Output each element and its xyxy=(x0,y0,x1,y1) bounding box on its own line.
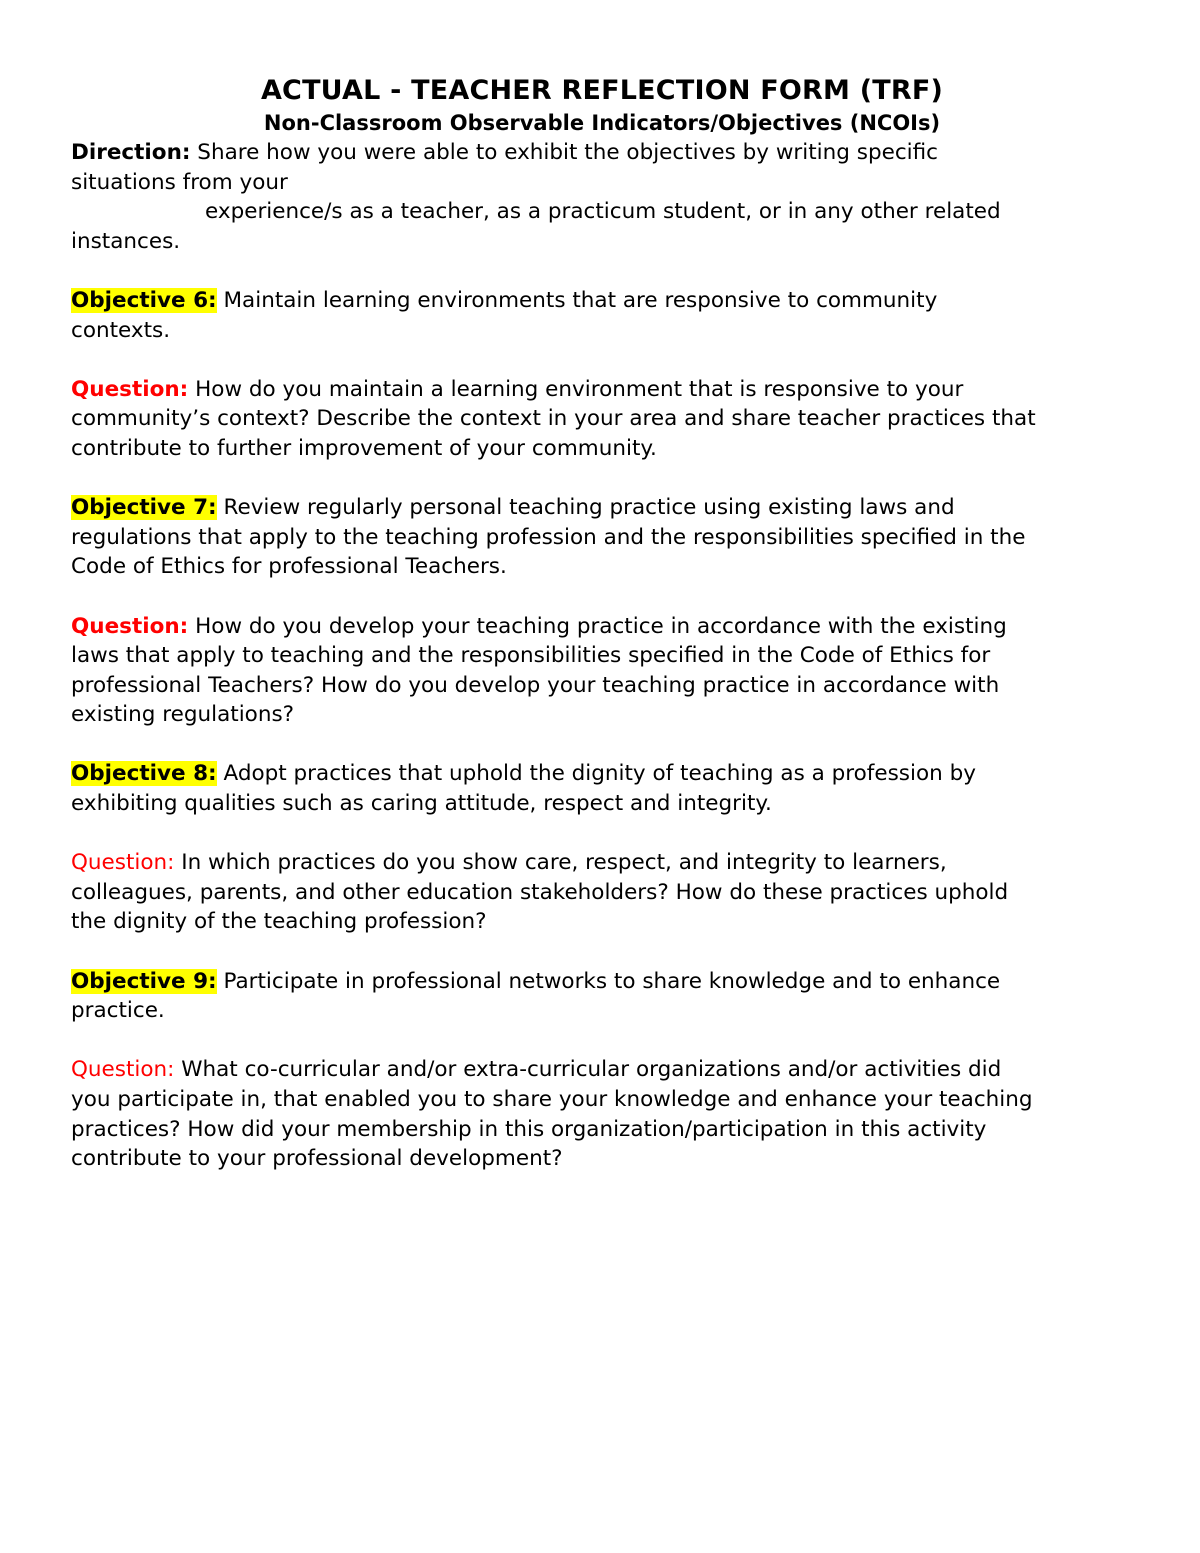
objective-text: Adopt practices that uphold the dignity of teaching as a profession by xyxy=(216,761,976,787)
objective-label: Objective 9: xyxy=(71,968,217,994)
question-text: What co-curricular and/or extra-curricular organizations and/or activities did xyxy=(174,1057,1002,1083)
objective-text: Code of Ethics for professional Teachers. xyxy=(71,554,507,580)
question-block-9 xyxy=(71,1055,1133,1173)
question-text: colleagues, parents, and other education stakeholders? How do these practices uphold xyxy=(71,879,1009,905)
question-text: professional Teachers? How do you develop your teaching practice in accordance with xyxy=(71,672,1000,698)
question-text: How do you maintain a learning environment that is responsive to your xyxy=(188,376,964,402)
form-subtitle: Non-Classroom Observable Indicators/Objectives (NCOIs) xyxy=(263,111,941,135)
objective-text: Participate in professional networks to share knowledge and to enhance xyxy=(216,968,1001,994)
objective-block-8 xyxy=(71,759,1133,818)
question-text: contribute to your professional development? xyxy=(71,1146,563,1172)
question-block-6 xyxy=(71,375,1133,464)
question-label: Question: xyxy=(71,376,189,402)
objective-block-7 xyxy=(71,493,1133,582)
question-block-7 xyxy=(71,612,1133,730)
question-text: contribute to further improvement of your community. xyxy=(71,435,657,461)
objective-block-6 xyxy=(71,286,1133,345)
question-label: Question: xyxy=(71,613,189,639)
question-text: community’s context? Describe the context in your area and share teacher practices that xyxy=(71,406,1036,432)
objective-label: Objective 7: xyxy=(71,495,217,521)
direction-text: experience/s as a teacher, as a practicum student, or in any other related xyxy=(205,199,1001,225)
question-text: practices? How did your membership in this organization/participation in this activity xyxy=(71,1116,987,1142)
objective-text: regulations that apply to the teaching profession and the responsibilities specified in the xyxy=(71,524,1026,550)
objective-text: Review regularly personal teaching practice using existing laws and xyxy=(216,495,955,521)
question-label: Question: xyxy=(71,1057,175,1083)
objective-text: contexts. xyxy=(71,317,171,343)
question-text: laws that apply to teaching and the responsibilities specified in the Code of Ethics for xyxy=(71,643,991,669)
question-text: the dignity of the teaching profession? xyxy=(71,909,487,935)
objective-text: exhibiting qualities such as caring attitude, respect and integrity. xyxy=(71,791,772,817)
question-text: you participate in, that enabled you to share your knowledge and enhance your teaching xyxy=(71,1087,1033,1112)
objective-text: Maintain learning environments that are responsive to community xyxy=(216,287,938,313)
objective-label: Objective 6: xyxy=(71,287,217,313)
direction-block xyxy=(71,138,1133,256)
question-text: existing regulations? xyxy=(71,702,295,728)
direction-text: Share how you were able to exhibit the objectives by writing specific xyxy=(190,140,938,165)
question-label: Question: xyxy=(71,850,175,876)
objective-label: Objective 8: xyxy=(71,761,217,787)
objective-block-9 xyxy=(71,967,1133,1026)
question-text: In which practices do you show care, respect, and integrity to learners, xyxy=(174,850,947,876)
document-page xyxy=(71,74,1133,1174)
question-text: How do you develop your teaching practice in accordance with the existing xyxy=(188,613,1007,639)
form-title: ACTUAL - TEACHER REFLECTION FORM (TRF) xyxy=(260,75,944,106)
direction-text: instances. xyxy=(71,228,181,254)
question-block-8 xyxy=(71,848,1133,937)
objective-text: practice. xyxy=(71,998,165,1024)
direction-text: situations from your xyxy=(71,169,288,195)
direction-label: Direction: xyxy=(71,140,191,165)
